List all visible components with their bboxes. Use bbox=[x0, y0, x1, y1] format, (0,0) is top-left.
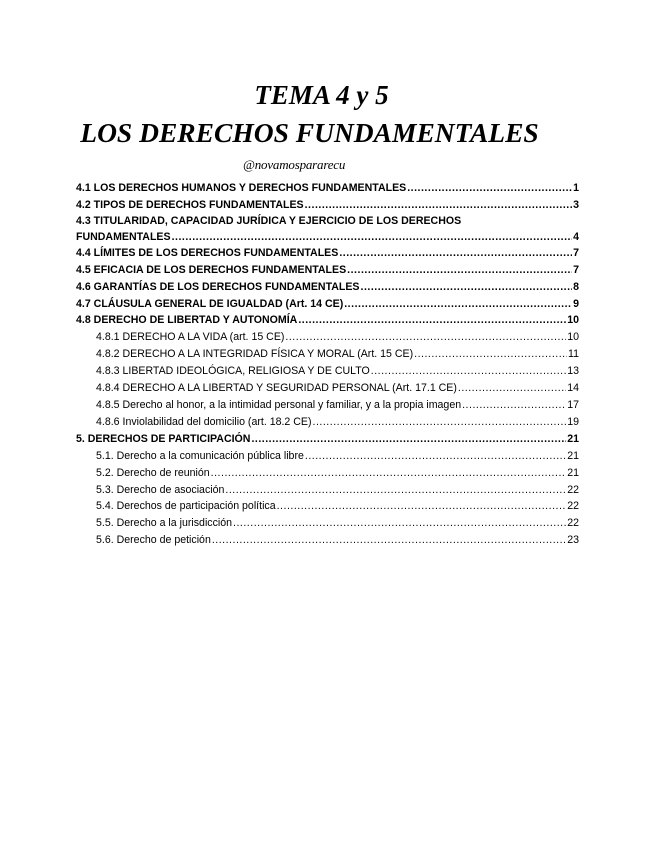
toc-entry-4-8-2[interactable] bbox=[76, 346, 579, 363]
toc-dot-leader bbox=[225, 482, 566, 499]
toc-dot-leader bbox=[347, 262, 572, 279]
toc-entry-label: 5. DERECHOS DE PARTICIPACIÓN bbox=[76, 432, 251, 445]
toc-dot-leader bbox=[277, 498, 567, 515]
toc-entry-label: 4.4 LÍMITES DE LOS DERECHOS FUNDAMENTALES bbox=[76, 246, 339, 259]
toc-entry-page: 21 bbox=[567, 432, 579, 445]
toc-entry-5-4[interactable] bbox=[76, 498, 579, 515]
toc-dot-leader bbox=[339, 245, 572, 262]
toc-entry-4-8-1[interactable] bbox=[76, 329, 579, 346]
toc-entry-4-6[interactable] bbox=[76, 279, 579, 296]
toc-entry-4-8-6[interactable] bbox=[76, 414, 579, 431]
toc-entry-5-5[interactable] bbox=[76, 515, 579, 532]
toc-entry-4-1[interactable] bbox=[76, 180, 579, 197]
toc-dot-leader bbox=[407, 180, 572, 197]
toc-dot-leader bbox=[462, 397, 566, 414]
toc-entry-label: FUNDAMENTALES bbox=[76, 230, 171, 243]
toc-dot-leader bbox=[212, 532, 566, 549]
toc-entry-page: 4 bbox=[573, 230, 579, 243]
toc-dot-leader bbox=[371, 363, 566, 380]
toc-entry-4-5[interactable] bbox=[76, 262, 579, 279]
toc-entry-page: 7 bbox=[573, 263, 579, 276]
toc-dot-leader bbox=[305, 197, 572, 214]
toc-entry-4-8-3[interactable] bbox=[76, 363, 579, 380]
toc-entry-label: 4.8.6 Inviolabilidad del domicilio (art. 18.2 CE) bbox=[96, 415, 312, 428]
toc-entry-page: 14 bbox=[567, 382, 579, 395]
toc-entry-label: 5.2. Derecho de reunión bbox=[96, 466, 210, 479]
toc-entry-page: 8 bbox=[573, 280, 579, 293]
toc-entry-label: 4.8.3 LIBERTAD IDEOLÓGICA, RELIGIOSA Y DE CULTO bbox=[96, 365, 370, 378]
toc-dot-leader bbox=[298, 312, 566, 329]
toc-entry-label: 5.5. Derecho a la jurisdicción bbox=[96, 517, 233, 530]
toc-entry-label: 5.1. Derecho a la comunicación pública libre bbox=[96, 449, 304, 462]
toc-entry-label: 4.8.1 DERECHO A LA VIDA (art. 15 CE) bbox=[96, 331, 285, 344]
table-of-contents bbox=[76, 180, 579, 549]
toc-entry-page: 9 bbox=[573, 297, 579, 310]
toc-dot-leader bbox=[211, 465, 567, 482]
toc-entry-5-2[interactable] bbox=[76, 465, 579, 482]
toc-entry-label: 4.5 EFICACIA DE LOS DERECHOS FUNDAMENTALES bbox=[76, 263, 347, 276]
toc-dot-leader bbox=[251, 431, 566, 448]
toc-entry-page: 21 bbox=[567, 466, 579, 479]
toc-dot-leader bbox=[305, 448, 566, 465]
toc-entry-page: 1 bbox=[573, 182, 579, 194]
toc-entry-4-2[interactable] bbox=[76, 197, 579, 214]
toc-dot-leader bbox=[344, 296, 572, 313]
toc-entry-page: 10 bbox=[567, 331, 579, 344]
document-subject-title: LOS DERECHOS FUNDAMENTALES bbox=[80, 117, 539, 148]
toc-entry-4-8-5[interactable] bbox=[76, 397, 579, 414]
toc-entry-label: 5.6. Derecho de petición bbox=[96, 534, 211, 547]
author-handle: @novamospararecu bbox=[243, 157, 346, 172]
toc-entry-page: 22 bbox=[567, 500, 579, 513]
document-title: TEMA 4 y 5 bbox=[254, 80, 389, 110]
toc-entry-4-8[interactable] bbox=[76, 312, 579, 329]
toc-entry-label: 4.8.2 DERECHO A LA INTEGRIDAD FÍSICA Y MORAL (Art. 15 CE) bbox=[96, 348, 414, 361]
toc-dot-leader bbox=[233, 515, 566, 532]
toc-entry-page: 19 bbox=[567, 415, 579, 428]
toc-entry-page: 22 bbox=[567, 517, 579, 530]
toc-entry-label-line1: 4.3 TITULARIDAD, CAPACIDAD JURÍDICA Y EJERCICIO DE LOS DERECHOS bbox=[76, 214, 462, 227]
toc-entry-5-1[interactable] bbox=[76, 448, 579, 465]
toc-entry-page: 21 bbox=[567, 449, 579, 462]
toc-entry-label: 4.8.4 DERECHO A LA LIBERTAD Y SEGURIDAD PERSONAL (Art. 17.1 CE) bbox=[96, 382, 457, 395]
toc-dot-leader bbox=[313, 414, 567, 431]
toc-entry-label: 4.1 LOS DERECHOS HUMANOS Y DERECHOS FUNDAMENTALES bbox=[76, 182, 407, 194]
toc-entry-4-3[interactable] bbox=[76, 214, 579, 245]
toc-dot-leader bbox=[361, 279, 573, 296]
toc-entry-5[interactable] bbox=[76, 431, 579, 448]
toc-entry-page: 22 bbox=[567, 483, 579, 496]
toc-entry-label: 4.2 TIPOS DE DERECHOS FUNDAMENTALES bbox=[76, 198, 304, 211]
toc-entry-5-6[interactable] bbox=[76, 532, 579, 549]
toc-entry-label: 5.3. Derecho de asociación bbox=[96, 483, 225, 496]
toc-entry-5-3[interactable] bbox=[76, 482, 579, 499]
toc-entry-label: 4.6 GARANTÍAS DE LOS DERECHOS FUNDAMENTALES bbox=[76, 280, 360, 293]
toc-entry-page: 11 bbox=[568, 348, 579, 361]
toc-entry-page: 13 bbox=[567, 365, 579, 378]
toc-entry-label: 4.8.5 Derecho al honor, a la intimidad personal y familiar, y a la propia imagen bbox=[96, 398, 462, 411]
toc-entry-page: 23 bbox=[567, 534, 579, 547]
toc-entry-label: 4.7 CLÁUSULA GENERAL DE IGUALDAD (Art. 14 CE) bbox=[76, 297, 344, 310]
toc-entry-4-4[interactable] bbox=[76, 245, 579, 262]
toc-dot-leader bbox=[172, 229, 573, 245]
toc-dot-leader bbox=[285, 329, 566, 346]
toc-entry-4-7[interactable] bbox=[76, 296, 579, 313]
toc-entry-label: 5.4. Derechos de participación política bbox=[96, 500, 276, 513]
toc-entry-page: 7 bbox=[573, 246, 579, 259]
toc-entry-label: 4.8 DERECHO DE LIBERTAD Y AUTONOMÍA bbox=[76, 314, 298, 327]
toc-entry-4-8-4[interactable] bbox=[76, 380, 579, 397]
toc-entry-page: 17 bbox=[567, 398, 579, 411]
toc-entry-page: 3 bbox=[573, 198, 579, 211]
toc-dot-leader bbox=[414, 346, 567, 363]
toc-dot-leader bbox=[458, 380, 566, 397]
toc-entry-page: 10 bbox=[567, 314, 579, 327]
